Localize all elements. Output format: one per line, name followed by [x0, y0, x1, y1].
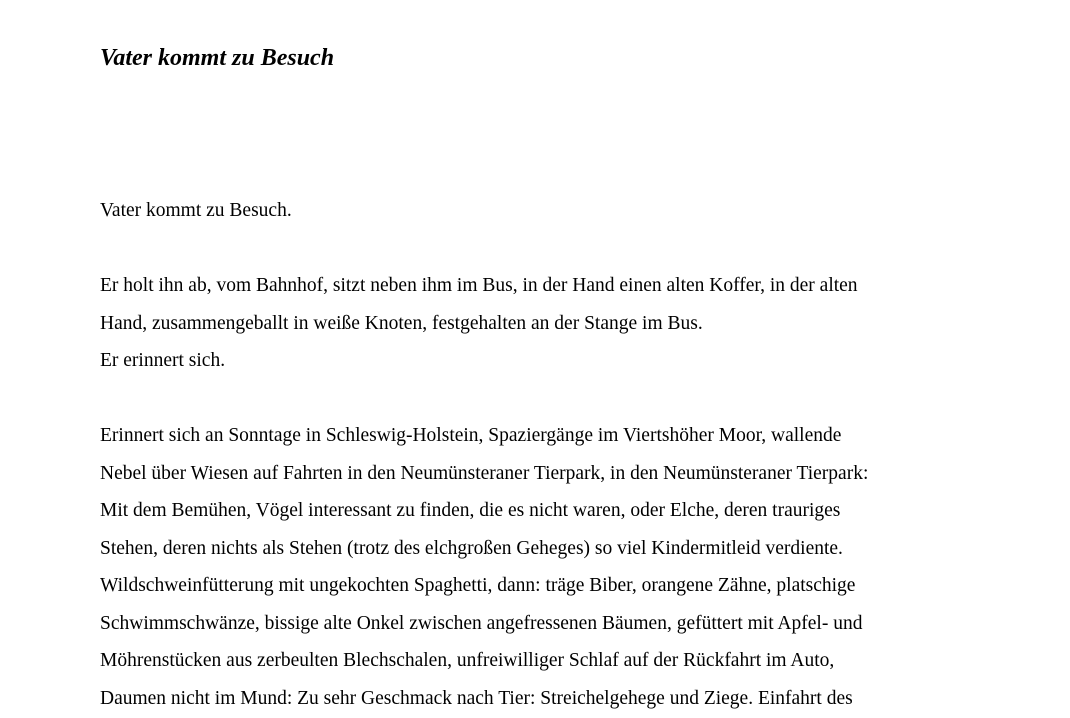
paragraph-1 [100, 192, 1000, 230]
text-line: Wildschweinfütterung mit ungekochten Spaghetti, dann: träge Biber, orangene Zähne, platschige [100, 575, 856, 596]
document-body [100, 192, 1000, 717]
text-line: Mit dem Bemühen, Vögel interessant zu finden, die es nicht waren, oder Elche, deren trauriges [100, 500, 841, 521]
text-line: Schwimmschwänze, bissige alte Onkel zwischen angefressenen Bäumen, gefüttert mit Apfel- und [100, 612, 863, 634]
paragraph-3 [100, 417, 1000, 717]
text-line: Möhrenstücken aus zerbeulten Blechschalen, unfreiwilliger Schlaf auf der Rückfahrt im Auto, [100, 650, 835, 671]
text-line: Erinnert sich an Sonntage in Schleswig-Holstein, Spaziergänge im Viertshöher Moor, wallende [100, 425, 842, 446]
paragraph-2 [100, 267, 1000, 380]
text-line: Nebel über Wiesen auf Fahrten in den Neumünsteraner Tierpark, in den Neumünsteraner Tierpark: [100, 462, 869, 484]
paragraph-spacer [100, 380, 1000, 418]
text-line: Er holt ihn ab, vom Bahnhof, sitzt neben ihm im Bus, in der Hand einen alten Koffer, in der alten [100, 275, 858, 296]
text-line: Er erinnert sich. [100, 350, 226, 371]
text-line: Stehen, deren nichts als Stehen (trotz des elchgroßen Geheges) so viel Kindermitleid verdiente. [100, 537, 843, 559]
text-line: Vater kommt zu Besuch. [100, 200, 292, 221]
text-line: Hand, zusammengeballt in weiße Knoten, festgehalten an der Stange im Bus. [100, 312, 703, 334]
paragraph-spacer [100, 230, 1000, 268]
text-line: Daumen nicht im Mund: Zu sehr Geschmack nach Tier: Streichelgehege und Ziege. Einfahrt des [100, 687, 853, 709]
document-title: Vater kommt zu Besuch [100, 45, 335, 71]
